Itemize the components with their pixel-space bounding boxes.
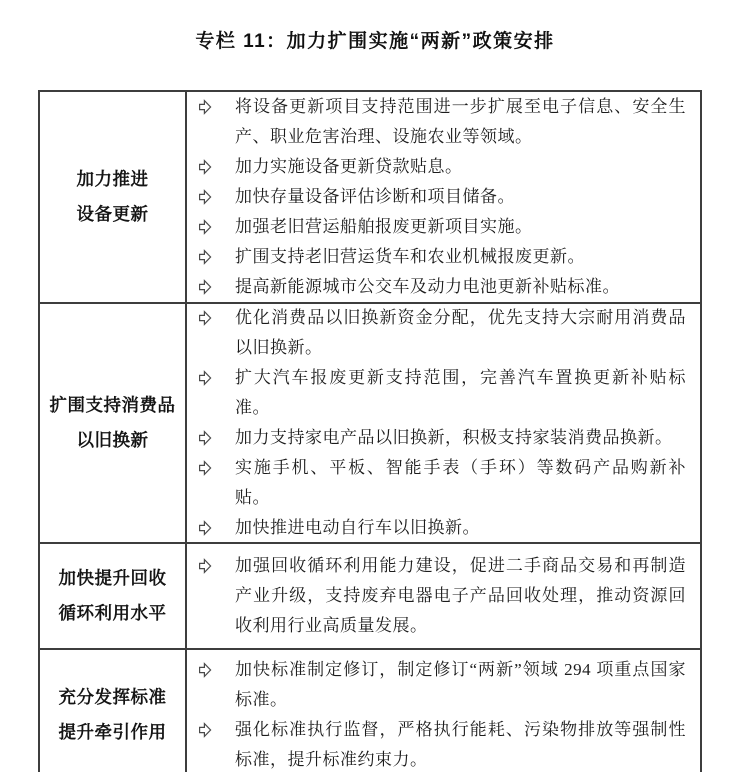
policy-list-item: [198, 715, 686, 772]
policy-item-text: 加强回收循环利用能力建设，促进二手商品交易和再制造产业升级，支持废弃电器电子产品回收处理，推动资源回收利用行业高质量发展。: [235, 556, 686, 635]
policy-item-text: 扩围支持老旧营运货车和农业机械报废更新。: [235, 247, 585, 266]
policy-list-item: [198, 655, 686, 715]
right-arrow-bullet-icon: [198, 453, 213, 513]
row-category-label: [40, 650, 187, 772]
policy-list-item: [198, 453, 686, 513]
table-row: [40, 542, 700, 648]
right-arrow-bullet-icon: [198, 715, 213, 772]
policy-item-text: 优化消费品以旧换新资金分配，优先支持大宗耐用消费品以旧换新。: [235, 308, 686, 357]
policy-table: [38, 90, 702, 772]
table-row: [40, 648, 700, 772]
row-category-label-line: 以旧换新: [76, 430, 149, 450]
policy-list-item: [198, 272, 686, 302]
policy-item-text: 加力支持家电产品以旧换新，积极支持家装消费品换新。: [235, 428, 673, 447]
right-arrow-bullet-icon: [198, 212, 213, 242]
right-arrow-bullet-icon: [198, 513, 213, 543]
row-category-label-line: 设备更新: [76, 204, 149, 224]
row-category-label-line: 提升牵引作用: [58, 722, 167, 742]
policy-item-text: 强化标准执行监督，严格执行能耗、污染物排放等强制性标准，提升标准约束力。: [235, 720, 686, 769]
policy-list-item: [198, 92, 686, 152]
policy-item-text: 加力实施设备更新贷款贴息。: [235, 157, 463, 176]
row-policy-items: [187, 92, 700, 302]
table-row: [40, 92, 700, 302]
right-arrow-bullet-icon: [198, 303, 213, 363]
page-title: 专栏 11：加力扩围实施“两新”政策安排: [195, 31, 555, 52]
right-arrow-bullet-icon: [198, 551, 213, 641]
row-policy-items: [187, 304, 700, 542]
policy-item-text: 加强老旧营运船舶报废更新项目实施。: [235, 217, 533, 236]
policy-list-item: [198, 152, 686, 182]
row-category-label-line: 循环利用水平: [58, 603, 167, 623]
right-arrow-bullet-icon: [198, 363, 213, 423]
policy-list-item: [198, 551, 686, 641]
table-row: [40, 302, 700, 542]
policy-item-text: 将设备更新项目支持范围进一步扩展至电子信息、安全生产、职业危害治理、设施农业等领域。: [235, 97, 686, 146]
row-category-label: [40, 544, 187, 648]
row-category-label-line: 充分发挥标准: [58, 687, 167, 707]
document-page: [0, 26, 750, 769]
right-arrow-bullet-icon: [198, 423, 213, 453]
policy-item-text: 扩大汽车报废更新支持范围，完善汽车置换更新补贴标准。: [235, 368, 686, 417]
row-category-label-line: 加力推进: [76, 169, 149, 189]
policy-list-item: [198, 513, 686, 543]
row-policy-items: [187, 650, 700, 772]
policy-list-item: [198, 363, 686, 423]
policy-list-item: [198, 423, 686, 453]
row-policy-items: [187, 544, 700, 648]
right-arrow-bullet-icon: [198, 655, 213, 715]
policy-item-text: 提高新能源城市公交车及动力电池更新补贴标准。: [235, 277, 620, 296]
policy-item-text: 加快推进电动自行车以旧换新。: [235, 518, 480, 537]
policy-list-item: [198, 242, 686, 272]
policy-item-text: 加快标准制定修订，制定修订“两新”领域 294 项重点国家标准。: [235, 660, 686, 709]
policy-list-item: [198, 303, 686, 363]
right-arrow-bullet-icon: [198, 272, 213, 302]
row-category-label-line: 扩围支持消费品: [49, 395, 176, 415]
right-arrow-bullet-icon: [198, 242, 213, 272]
row-category-label: [40, 304, 187, 542]
row-category-label-line: 加快提升回收: [58, 568, 167, 588]
policy-list-item: [198, 212, 686, 242]
policy-item-text: 加快存量设备评估诊断和项目储备。: [235, 187, 515, 206]
right-arrow-bullet-icon: [198, 92, 213, 152]
policy-item-text: 实施手机、平板、智能手表（手环）等数码产品购新补贴。: [235, 458, 686, 507]
right-arrow-bullet-icon: [198, 182, 213, 212]
right-arrow-bullet-icon: [198, 152, 213, 182]
policy-list-item: [198, 182, 686, 212]
row-category-label: [40, 92, 187, 302]
